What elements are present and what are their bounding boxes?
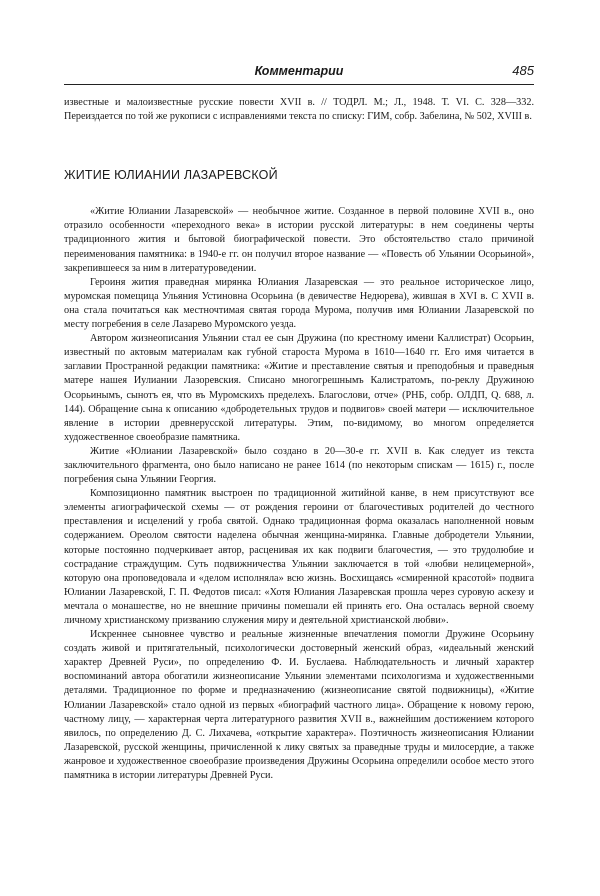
paragraph-2: Героиня жития праведная мирянка Юлиания Лазаревская — это реальное историческое лицо, муромская помещица Ульяния Устиновна Осорьина (в девичестве Недюрева), жившая в XVI в. С XVII в. она стала почитаться как местночтимая святая города Мурома, получив имя Юлиании Лазаревской по месту погребения в селе Лазарево Муромского уезда. [64, 276, 534, 331]
running-header [64, 62, 534, 85]
section-title: ЖИТИЕ ЮЛИАНИИ ЛАЗАРЕВСКОЙ [64, 168, 278, 183]
paragraph-5: Композиционно памятник выстроен по традиционной житийной канве, в нем присутствуют все элементы агиографической схемы — от рождения героини от благочестивых родителей до честного преставления и исцелений у гроба святой. Однако традиционная форма оказалась наполненной новым содержанием. Ореолом святости наделена обычная женщина-мирянка. Главные добродетели Ульянии, которые постоянно подчеркивает автор, расценивая их как подвиги благочестия, — это трудолюбие и сострадание страждущим. Суть подвижничества Ульянии заключается в той «любви нелицемерной», которую она проповедовала и «делом исполняла» всю жизнь. Восхищаясь «смиренной красотой» подвига Юлиании Лазаревской, Г. П. Федотов писал: «Хотя Юлиания Лазаревская прошла через суровую аскезу и мечтала о монашестве, но не внешние причины помешали ей принять его. Она осталась верной своему личному христианскому призванию служения миру и деятельной христианской любви». [64, 488, 534, 626]
paragraph-4: Житие «Юлиании Лазаревской» было создано в 20—30-е гг. XVII в. Как следует из текста заключительного фрагмента, оно было написано не ранее 1614 (по некоторым спискам — 1615) г., после погребения сына Ульянии Георгия. [64, 445, 534, 486]
page-number: 485 [512, 63, 534, 78]
page-body [64, 96, 534, 783]
intro-paragraph: известные и малоизвестные русские повести XVII в. // ТОДРЛ. М.; Л., 1948. Т. VI. С. 328—332. Переиздается по той же рукописи с исправлениями текста по списку: ГИМ, собр. Забелина, № 502, XVIII в. [64, 97, 534, 123]
running-title: Комментарии [254, 64, 344, 78]
paragraph-1: «Житие Юлиании Лазаревской» — необычное житие. Созданное в первой половине XVII в., оно отразило особенности «переходного века» в истории русской литературы: в нем соединены черты традиционного жития и бытовой биографической повести. Это обстоятельство стало причиной переименования памятника: в 1940-е гг. он получил второе название — «Повесть об Ульянии Осорьиной», закрепившееся за ним в литературоведении. [64, 206, 534, 274]
paragraph-6: Искреннее сыновнее чувство и реальные жизненные впечатления помогли Дружине Осорьину создать живой и притягательный, психологически достоверный женский образ, «идеальный женский характер Древней Руси», по определению Ф. И. Буслаева. Наблюдательность и личный характер воспоминаний автора обогатили жизнеописание Ульянии элементами психологизма и художественными деталями. Традиционное по форме и предназначению (жизнеописание святой подвижницы), «Житие Юлиании Лазаревской» стало одной из первых «биографий частного лица». Обращение к новому герою, частному лицу, — характерная черта литературного развития XVII в., важнейшим достижением которого явилось, по определению Д. С. Лихачева, «открытие характера». Поэтичность жизнеописания Юлиании Лазаревской, русской женщины, причисленной к лику святых за праведные труды и милосердие, а также жанровое и художественное своеобразие произведения Дружины Осорьина определили особое место этого памятника в истории литературы Древней Руси. [64, 629, 534, 782]
paragraph-3: Автором жизнеописания Ульянии стал ее сын Дружина (по крестному имени Каллистрат) Осорьин, известный по актовым материалам как губной староста Мурома в 1610—1640 гг. Его имя читается в заглавии Пространной редакции памятника: «Житие и преставление святыя и преподобныя и праведныя матере нашея Иулиании Лазоревския. Списано многогрешнымъ Калистратомъ, по-реклу Дружиною Осорьинымъ, сынотъ ея, что въ Муромскихъ пределехъ. Благослови, отче» (РНБ, собр. ОЛДП, Q. 688, л. 144). Обращение сына к описанию «добродетельных трудов и подвигов» своей матери — исключительное явление в истории древнерусской литературы. Этим, по-видимому, во многом определяется художественное своеобразие памятника. [64, 333, 534, 443]
